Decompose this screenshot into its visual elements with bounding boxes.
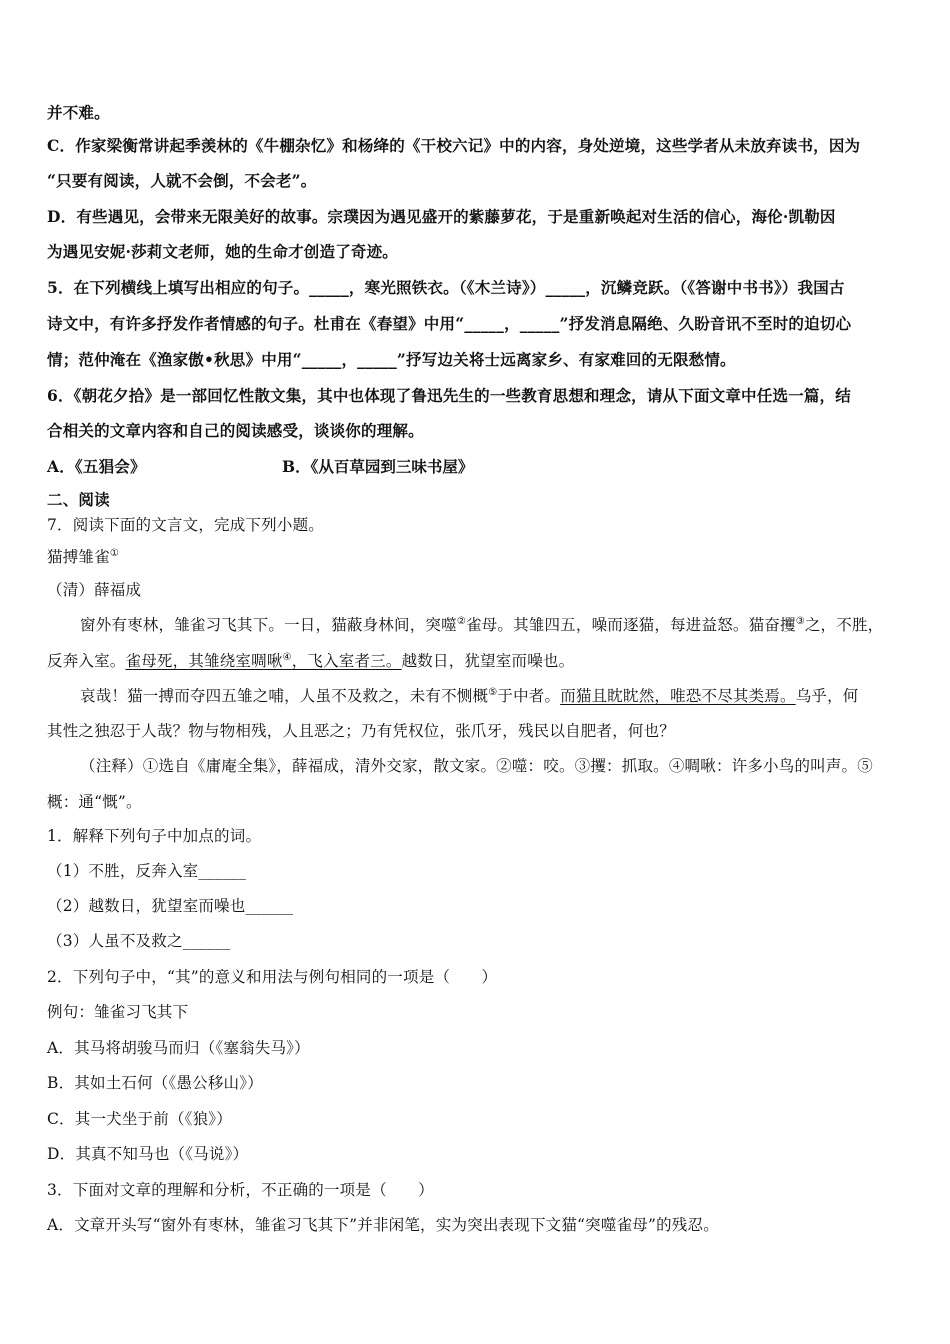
underlined-sentence bbox=[126, 652, 402, 670]
q4-continuation: 并不难。 bbox=[47, 103, 110, 122]
q6-option-a: A．《五猖会》 bbox=[47, 457, 146, 476]
passage-p2-line2: 其性之独忍于人哉？物与物相残，人且恶之；乃有凭权位，张爪牙，残民以自肥者，何也？ bbox=[47, 722, 676, 740]
q4-option-c-line1: C．作家梁衡常讲起季羡林的《牛棚杂忆》和杨绛的《干校六记》中的内容，身处逆境，这些学者从未放弃读书，因为 bbox=[47, 136, 861, 155]
q5-line2: 诗文中，有许多抒发作者情感的句子。杜甫在《春望》中用“_____，_____”抒发消息隔绝、久盼音讯不至时的迫切心 bbox=[47, 314, 852, 333]
note-mark: ② bbox=[456, 615, 466, 627]
note-mark: ③ bbox=[795, 615, 805, 627]
text-span: 雀母死，其雏绕室啁啾 bbox=[125, 652, 283, 670]
text-span: 越数日，犹望室而噪也。 bbox=[401, 652, 575, 670]
section-heading: 二、阅读 bbox=[47, 490, 110, 509]
passage-author: （清）薛福成 bbox=[47, 581, 142, 599]
q6-line2: 合相关的文章内容和自己的阅读感受，谈谈你的理解。 bbox=[47, 421, 424, 440]
sub2-option-d: D．其真不知马也（《马说》） bbox=[47, 1145, 249, 1163]
sub2-option-c: C．其一犬坐于前（《狼》） bbox=[47, 1110, 232, 1128]
text-span: 反奔入室。 bbox=[47, 652, 126, 670]
text-span: 窗外有枣林，雏雀习飞其下。一日，猫蔽身林间，突噬 bbox=[80, 616, 457, 634]
text-span: 之，不胜， bbox=[804, 616, 884, 634]
text-span: ，飞入室者三。 bbox=[291, 652, 402, 670]
underlined-sentence: 而猫且眈眈然，唯恐不尽其类焉。 bbox=[560, 687, 796, 705]
sub1-item2: （2）越数日，犹望室而噪也______ bbox=[47, 897, 294, 915]
sub1-item1: （1）不胜，反奔入室______ bbox=[47, 862, 247, 880]
text-span: 乌乎，何 bbox=[795, 687, 859, 705]
q4-option-d-line1: D．有些遇见，会带来无限美好的故事。宗璞因为遇见盛开的紫藤萝花，于是重新唤起对生活的信心，海伦·凯勒因 bbox=[47, 207, 836, 226]
passage-p1-line2 bbox=[47, 651, 910, 671]
sub1-stem: 1．解释下列句子中加点的词。 bbox=[47, 827, 262, 845]
notes-line2: 概：通“慨”。 bbox=[47, 793, 142, 811]
sub2-stem: 2．下列句子中，“其”的意义和用法与例句相同的一项是（ ） bbox=[47, 968, 498, 986]
q7-intro: 7．阅读下面的文言文，完成下列小题。 bbox=[47, 516, 324, 534]
q5-line3: 情；范仲淹在《渔家傲•秋思》中用“_____，_____”抒写边关将士远离家乡、有家难回的无限愁情。 bbox=[47, 350, 736, 369]
q4-option-c-line2: “只要有阅读，人就不会倒，不会老”。 bbox=[47, 171, 317, 190]
sub2-option-a: A．其马将胡骏马而归（《塞翁失马》） bbox=[47, 1039, 310, 1057]
passage-title-text: 猫搏雏雀 bbox=[47, 548, 110, 566]
sub2-option-b: B．其如土石何（《愚公移山》） bbox=[47, 1074, 263, 1092]
text-span: 于中者。 bbox=[497, 687, 561, 705]
note-mark: ⑤ bbox=[488, 686, 498, 698]
passage-p1-line1 bbox=[80, 615, 910, 635]
q6-line1: 6．《朝花夕拾》是一部回忆性散文集，其中也体现了鲁迅先生的一些教育思想和理念，请从下面文章中任选一篇，结 bbox=[47, 386, 851, 405]
text-span: 哀哉！猫一搏而夺四五雏之哺，人虽不及救之，未有不恻概 bbox=[80, 687, 489, 705]
q4-option-d-line2: 为遇见安妮·莎莉文老师，她的生命才创造了奇迹。 bbox=[47, 242, 398, 261]
q6-option-b: B．《从百草园到三味书屋》 bbox=[282, 457, 474, 476]
sub3-option-a: A．文章开头写“窗外有枣林，雏雀习飞其下”并非闲笔，实为突出表现下文猫“突噬雀母”的残忍。 bbox=[47, 1216, 719, 1234]
q5-line1: 5．在下列横线上填写出相应的句子。_____，寒光照铁衣。（《木兰诗》）_____，沉鳞竞跃。（《答谢中书书》）我国古 bbox=[47, 278, 845, 297]
passage-p2-line1 bbox=[80, 686, 910, 706]
note-mark: ④ bbox=[282, 651, 292, 663]
text-span: 雀母。其雏四五，噪而逐猫，每进益怒。猫奋攫 bbox=[465, 616, 796, 634]
notes-line1: （注释）①选自《庸庵全集》，薛福成，清外交家，散文家。②噬：咬。③攫：抓取。④啁啾：许多小鸟的叫声。⑤ bbox=[80, 757, 873, 775]
sub1-item3: （3）人虽不及救之______ bbox=[47, 932, 231, 950]
sub2-example: 例句：雏雀习飞其下 bbox=[47, 1003, 189, 1021]
sub3-stem: 3．下面对文章的理解和分析，不正确的一项是（ ） bbox=[47, 1181, 434, 1199]
passage-title-note-mark: ① bbox=[109, 547, 119, 559]
passage-title bbox=[47, 547, 910, 567]
